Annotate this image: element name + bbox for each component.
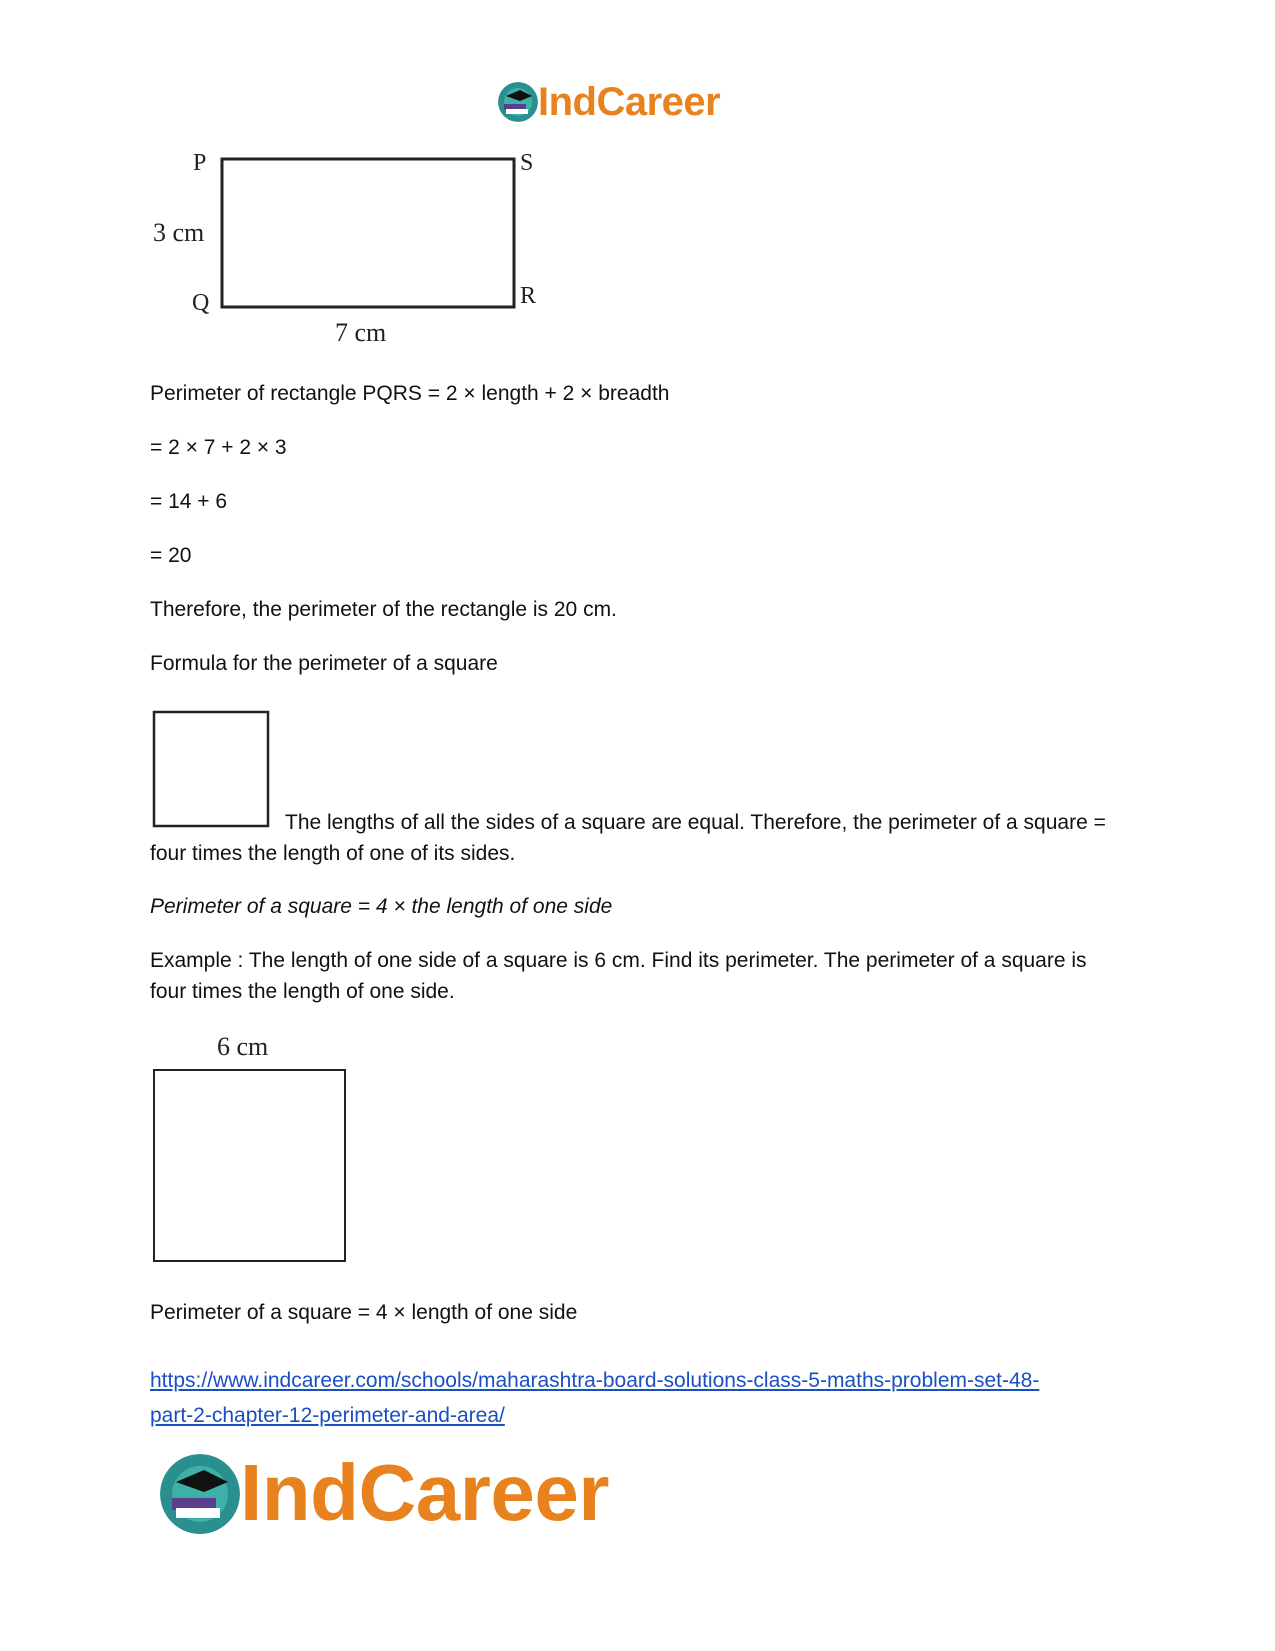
- source-link-line-1[interactable]: https://www.indcareer.com/schools/maharashtra-board-solutions-class-5-maths-problem-set-48-: [150, 1369, 1040, 1392]
- large-square: [154, 1070, 345, 1261]
- square-formula-heading: Formula for the perimeter of a square: [150, 652, 498, 675]
- calculation-step-2: = 14 + 6: [150, 490, 228, 513]
- example-text: Example : The length of one side of a square is 6 cm. Find its perimeter. The perimeter of a square is four times the length of one side.: [150, 949, 1087, 1003]
- vertex-q-label: Q: [192, 290, 210, 316]
- source-link-line-2[interactable]: part-2-chapter-12-perimeter-and-area/: [150, 1404, 505, 1427]
- rectangle-conclusion: Therefore, the perimeter of the rectangle is 20 cm.: [150, 598, 617, 621]
- rectangle-pqrs: [222, 159, 514, 307]
- rectangle-perimeter-formula: Perimeter of rectangle PQRS = 2 × length + 2 × breadth: [150, 382, 670, 405]
- calculation-step-1: = 2 × 7 + 2 × 3: [150, 436, 287, 459]
- large-square-figure: [152, 1068, 352, 1268]
- square-perimeter-formula: Perimeter of a square = 4 × length of one side: [150, 1301, 578, 1324]
- square-formula-italic: Perimeter of a square = 4 × the length of one side: [150, 895, 613, 918]
- footer-logo-text: IndCareer: [240, 1448, 609, 1537]
- square-explanation-text: The lengths of all the sides of a square are equal. Therefore, the perimeter of a square = four times the length of one of its sides.: [150, 811, 1106, 865]
- square-side-label: 6 cm: [217, 1032, 269, 1061]
- rectangle-length-label: 7 cm: [335, 318, 387, 347]
- square-explanation: [150, 807, 1110, 869]
- header-logo-text: IndCareer: [538, 80, 721, 124]
- vertex-r-label: R: [520, 283, 537, 309]
- globe-graduation-icon: [498, 82, 538, 122]
- vertex-p-label: P: [193, 150, 207, 176]
- header-logo: [498, 78, 778, 126]
- footer-globe-graduation-icon: [160, 1454, 240, 1534]
- footer-logo: [160, 1448, 700, 1538]
- vertex-s-label: S: [520, 150, 534, 176]
- rectangle-height-label: 3 cm: [153, 218, 205, 247]
- calculation-step-3: = 20: [150, 544, 192, 567]
